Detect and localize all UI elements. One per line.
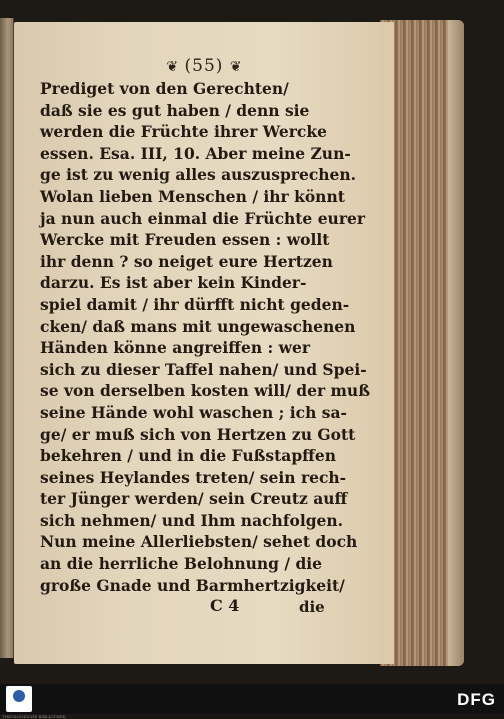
text-line: cken/ daß mans mit ungewaschenen [40, 316, 356, 336]
text-line: große Gnade und Barmhertzigkeit/ [40, 575, 345, 595]
library-logo-icon[interactable] [6, 686, 32, 712]
dfg-logo[interactable]: DFG [457, 690, 496, 709]
text-line: Prediget von den Gerechten/ [40, 79, 289, 98]
text-line: darzu. Es ist aber kein Kinder- [40, 273, 307, 293]
page-number: (55) [184, 56, 224, 76]
text-line: essen. Esa. III, 10. Aber meine Zun- [40, 143, 351, 163]
ornament-left-icon: ❦ [166, 59, 179, 75]
text-line: Wolan lieben Menschen / ihr könnt [40, 186, 345, 206]
text-line: ja nun auch einmal die Früchte eurer [40, 208, 366, 228]
ornament-right-icon: ❦ [229, 59, 242, 75]
facing-page-edge [0, 18, 14, 658]
page-header [14, 56, 394, 76]
text-line: ihr denn ? so neiget eure Hertzen [40, 251, 333, 271]
text-line: ge ist zu wenig alles auszusprechen. [40, 165, 357, 185]
text-line: spiel damit / ihr dürfft nicht geden- [40, 294, 350, 314]
text-line: ge/ er muß sich von Hertzen zu Gott [40, 424, 356, 444]
text-line: seine Hände wohl waschen ; ich sa- [40, 402, 347, 422]
text-line: ter Jünger werden/ sein Creutz auff [40, 489, 348, 509]
body-text [40, 78, 370, 596]
text-line: sich nehmen/ und Ihm nachfolgen. [40, 510, 344, 530]
text-line: bekehren / und in die Fußstapffen [40, 446, 337, 466]
library-logo-caption: THEOLOGISCHE BIBLIOTHEK [2, 714, 66, 719]
text-line: an die herrliche Belohnung / die [40, 554, 323, 574]
text-line: daß sie es gut haben / denn sie [40, 100, 310, 120]
text-line: se von derselben kosten will/ der muß [40, 381, 370, 401]
catchword: die [299, 598, 325, 616]
text-line: Nun meine Allerliebsten/ sehet doch [40, 532, 358, 552]
text-line: seines Heylandes treten/ sein rech- [40, 467, 347, 487]
text-line: sich zu dieser Taffel nahen/ und Spei- [40, 359, 367, 379]
signature-mark: C 4 [210, 596, 240, 615]
text-line: Wercke mit Freuden essen : wollt [40, 230, 330, 250]
viewer-footer [0, 684, 504, 719]
text-line: werden die Früchte ihrer Wercke [40, 122, 327, 142]
text-line: Händen könne angreiffen : wer [40, 338, 311, 358]
